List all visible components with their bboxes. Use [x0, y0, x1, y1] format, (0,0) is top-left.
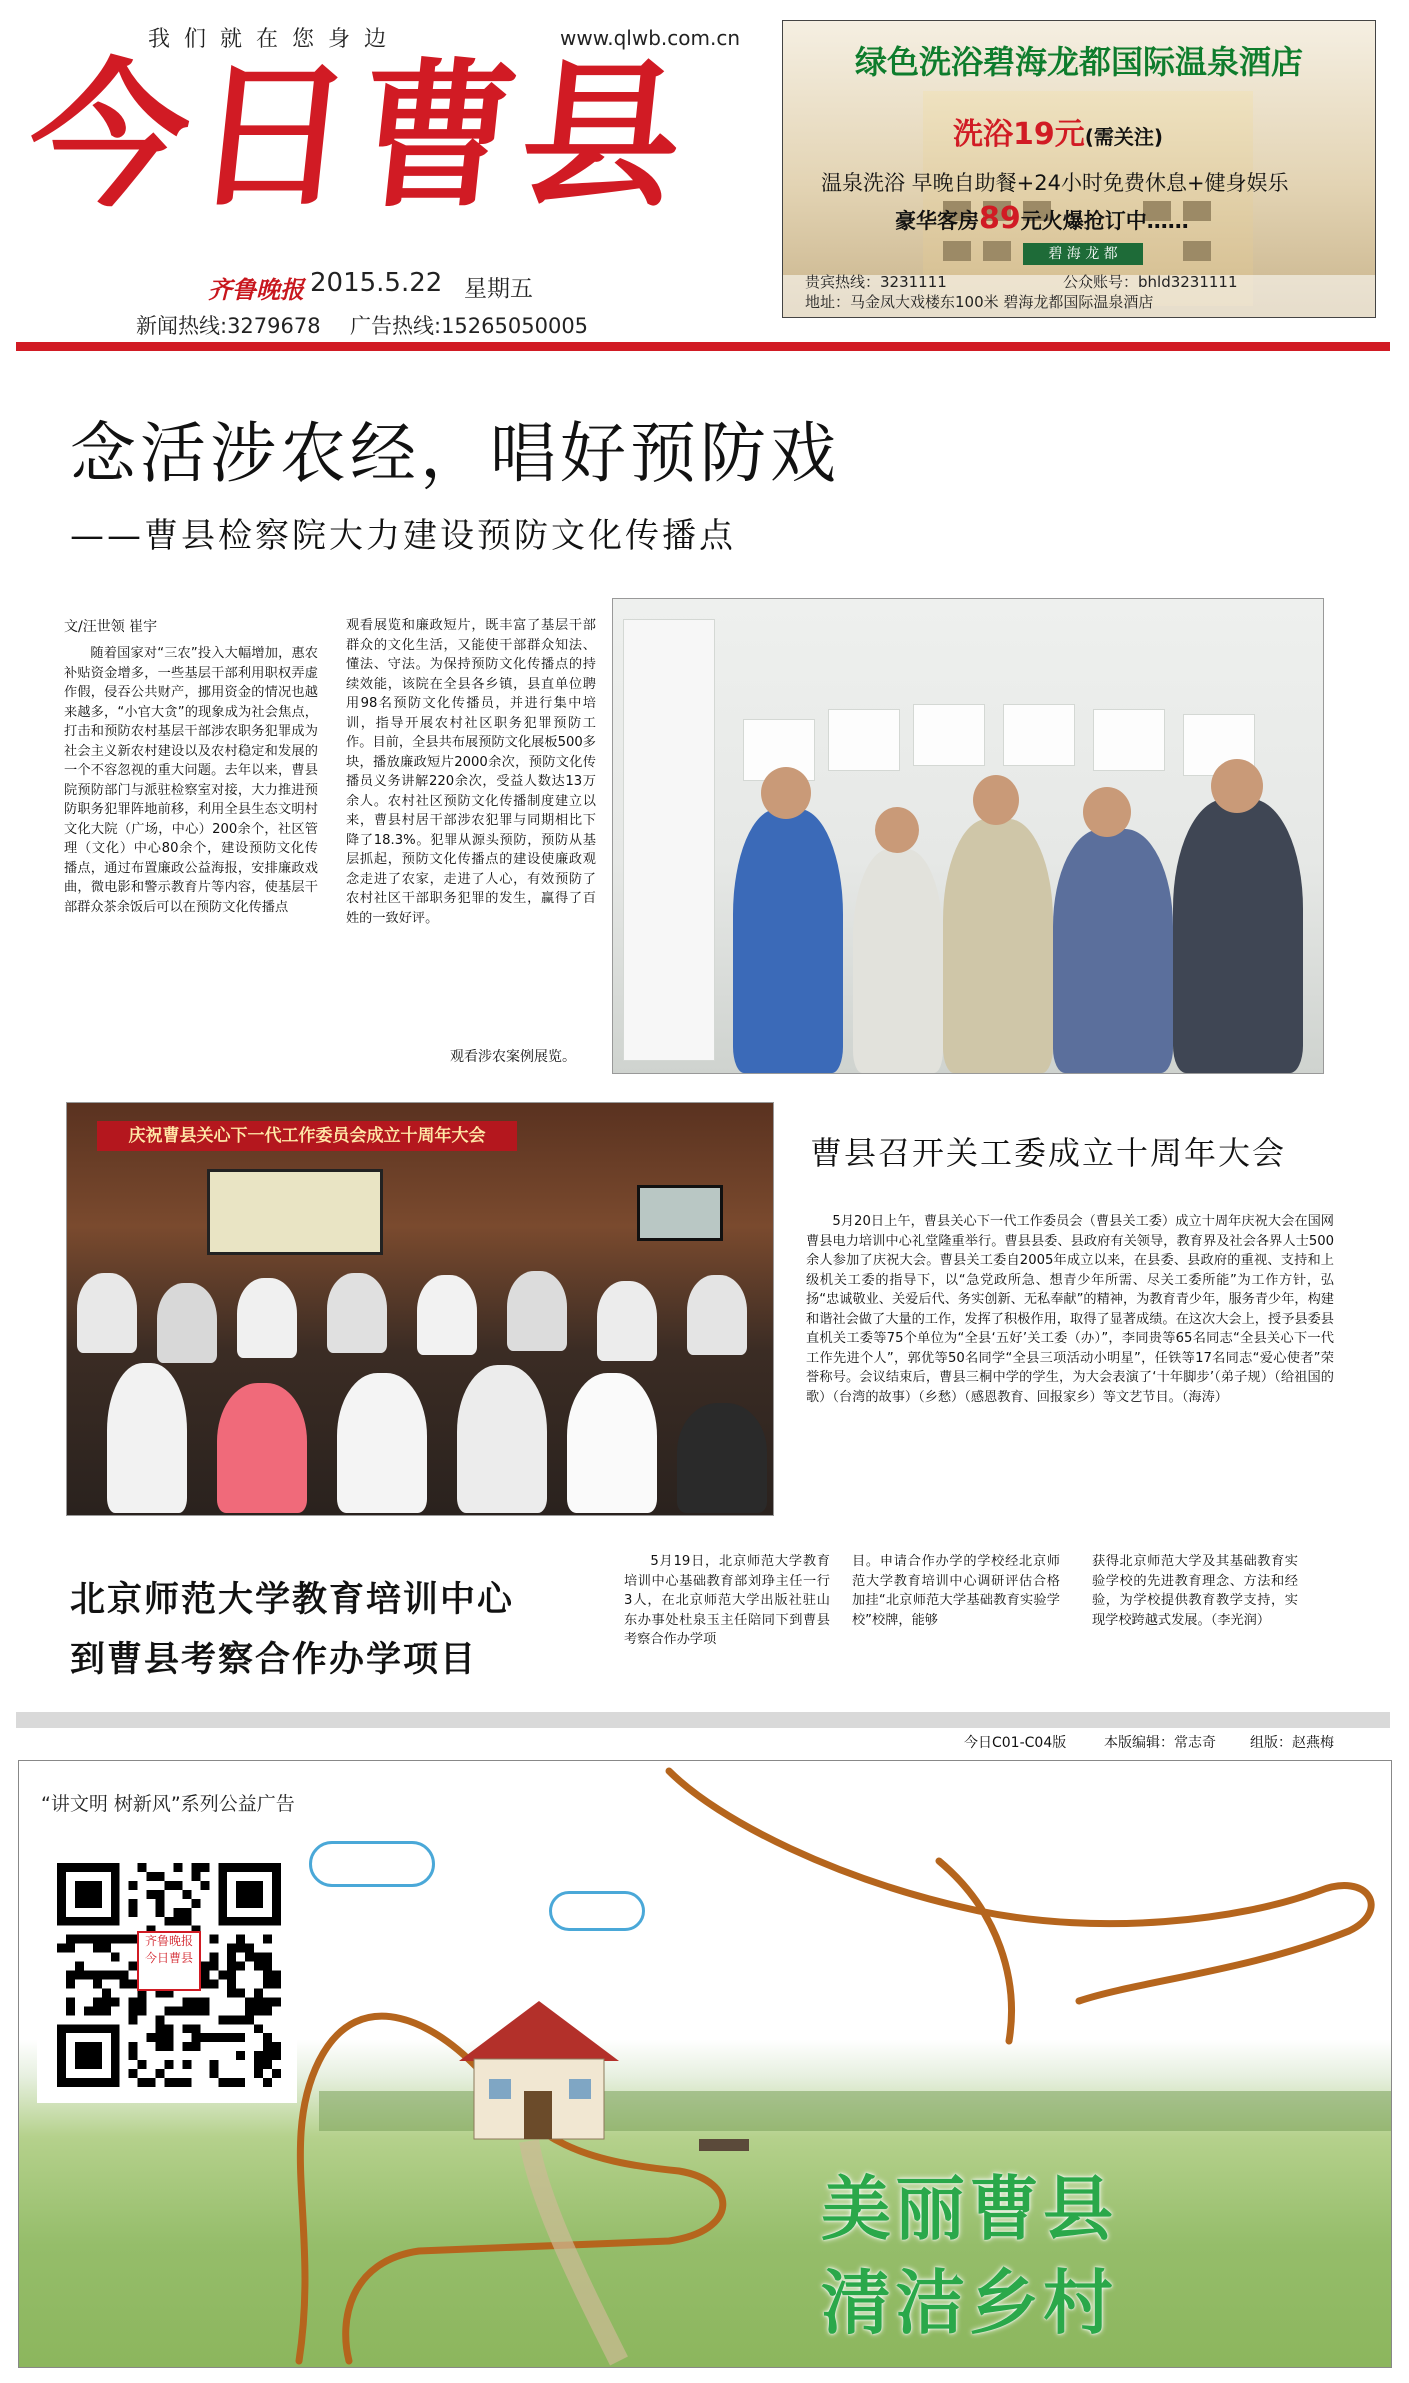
issue-weekday: 星期五: [464, 276, 533, 302]
public-service-ad[interactable]: [18, 1760, 1392, 2368]
visitor-figure: [853, 849, 943, 1073]
psa-slogan-line-1: 美丽曹县: [821, 2168, 1117, 2250]
lead-byline: 文/汪世领 崔宇: [64, 619, 158, 635]
visitor-figure: [1173, 799, 1303, 1073]
finger-outline: [939, 1861, 1011, 2041]
story3-headline-line-1[interactable]: 北京师范大学教育培训中心: [70, 1580, 515, 1620]
hotel-ad-wechat: 公众账号：bhld3231111: [1063, 273, 1238, 291]
audience-member: [337, 1373, 427, 1513]
hotel-ad-rooms-price: 89: [979, 201, 1021, 236]
cloud-shape: [549, 1891, 645, 1931]
story3-body-column-2: 目。申请合作办学的学校经北京师范大学教育培训中心调研评估合格加挂“北京师范大学基础教育实验学校”校牌，能够: [852, 1554, 1060, 1628]
audience-member: [507, 1271, 567, 1351]
audience-member: [237, 1278, 297, 1358]
hotel-ad-services: 温泉洗浴 早晚自助餐+24小时免费休息+健身娱乐: [821, 171, 1289, 195]
issue-date: 2015.5.22: [310, 268, 443, 298]
visitor-head: [1211, 759, 1263, 813]
house-illustration: [459, 2001, 619, 2139]
story2-headline[interactable]: 曹县召开关工委成立十周年大会: [810, 1134, 1287, 1172]
lead-body-column-1: 随着国家对“三农”投入大幅增加，惠农补贴资金增多，一些基层干部利用职权弄虚作假，侵吞公共财产，挪用资金的情况也越来越多，“小官大贪”的现象成为社会焦点，打击和预防农村基层干部涉农职务犯罪成为社会主义新农村建设以及农村稳定和发展的一个不容忽视的重大问题。去年以来，曹县院预防部门与派驻检察室对接，大力推进预防职务犯罪阵地前移，利用全县生态文明村文化大院（广场，中心）200余个，社区管理（文化）中心80余个，建设预防文化传播点，通过布置廉政公益海报，安排廉政戏曲，微电影和警示教育片等内容，使基层干部群众茶余饭后可以在预防文化传播点: [64, 646, 318, 915]
house-roof: [459, 2001, 619, 2061]
audience-member: [327, 1273, 387, 1353]
page-range: 今日C01-C04版: [964, 1735, 1067, 1751]
prosecutor-figure: [733, 809, 843, 1073]
hotel-ad-title: 绿色洗浴碧海龙都国际温泉酒店: [854, 43, 1303, 81]
prosecutor-head: [761, 767, 811, 819]
lead-subheadline: ——曹县检察院大力建设预防文化传播点: [70, 516, 736, 556]
conference-projection-screen: [207, 1169, 383, 1255]
parent-paper-logo: 齐鲁晚报: [208, 276, 304, 304]
visitor-head: [973, 775, 1019, 825]
paper-nameplate: 今日曹县: [20, 45, 696, 229]
house-window: [489, 2079, 511, 2099]
conference-photo[interactable]: [66, 1102, 774, 1516]
visitor-head: [1083, 787, 1131, 837]
qr-badge: [137, 1931, 201, 1991]
news-hotline: 新闻热线:3279678: [136, 314, 321, 338]
exhibit-board: [1003, 704, 1075, 766]
masthead-divider: [16, 342, 1390, 351]
exhibit-wall-board: [623, 619, 715, 1061]
house-door: [524, 2091, 552, 2139]
story3-headline-line-2[interactable]: 到曹县考察合作办学项目: [70, 1640, 478, 1680]
audience-member: [457, 1365, 547, 1513]
psa-slogan-line-2: 清洁乡村: [821, 2262, 1117, 2344]
exhibit-photo[interactable]: [612, 598, 1324, 1074]
lead-photo-caption: 观看涉农案例展览。: [450, 1049, 576, 1065]
audience-member: [217, 1383, 307, 1513]
hotel-ad-address: 地址：马金凤大戏楼东100米 碧海龙都国际温泉酒店: [805, 293, 1154, 311]
hotel-ad-rooms-suffix: 元火爆抢订中……: [1020, 209, 1189, 233]
exhibit-board: [1093, 709, 1165, 771]
qr-badge-line-1: 齐鲁晚报: [144, 1934, 193, 1948]
story3-body-column-3: 获得北京师范大学及其基础教育实验学校的先进教育理念、方法和经验，为学校提供教育教学支持，实现学校跨越式发展。（李光润）: [1092, 1554, 1298, 1628]
visitor-figure: [943, 819, 1053, 1073]
hotel-ad-price-label: 洗浴19元: [953, 117, 1085, 152]
story3-body-column-1: 5月19日，北京师范大学教育培训中心基础教育部刘琤主任一行3人，在北京师范大学出版社驻山东办事处杜泉玉主任陪同下到曹县考察合作办学项: [624, 1554, 830, 1647]
hotel-ad-price: [953, 109, 1163, 153]
psa-series-title: “讲文明 树新风”系列公益广告: [41, 1793, 295, 1815]
hotel-ad-price-note: (需关注): [1084, 125, 1164, 149]
audience-member: [157, 1283, 217, 1363]
hand-outline-right: [669, 1771, 1371, 2001]
footer-divider: [16, 1712, 1390, 1728]
exhibit-board: [828, 709, 900, 771]
conference-tv-screen: [637, 1185, 723, 1241]
audience-member: [687, 1275, 747, 1355]
lead-headline[interactable]: 念活涉农经，唱好预防戏: [70, 415, 840, 492]
hotel-signboard: 碧 海 龙 都: [1023, 243, 1143, 265]
masthead-url[interactable]: www.qlwb.com.cn: [560, 26, 740, 50]
lead-body-column-2: 观看展览和廉政短片，既丰富了基层干部群众的文化生活，又能使干部群众知法、懂法、守法。为保持预防文化传播点的持续效能，该院在全县各乡镇，县直单位聘用98名预防文化传播员，并进行集中培训，指导开展农村社区职务犯罪预防工作。目前，全县共布展预防文化展板500多块，播放廉政短片2000余次，预防文化传播员义务讲解220余次，受益人数达13万余人。农村社区预防文化传播制度建立以来，曹县村居干部涉农犯罪与同期相比下降了18.3%。犯罪从源头预防，预防从基层抓起，预防文化传播点的建设使廉政观念走进了农家，走进了人心，有效预防了农村社区干部职务犯罪的发生，赢得了百姓的一致好评。: [346, 618, 596, 926]
hotel-ad-rooms-prefix: 豪华客房: [895, 209, 979, 233]
hotel-advertisement[interactable]: [782, 20, 1376, 318]
garden-path: [529, 2141, 619, 2361]
masthead-slogan: 我们就在您身边: [148, 27, 401, 52]
conference-banner: 庆祝曹县关心下一代工作委员会成立十周年大会: [97, 1121, 517, 1151]
exhibit-board: [913, 704, 985, 766]
audience-member: [417, 1275, 477, 1355]
audience-member: [77, 1273, 137, 1353]
hotel-ad-phone: 贵宾热线：3231111: [805, 273, 947, 291]
house-window: [569, 2079, 591, 2099]
park-bench: [699, 2139, 749, 2151]
layout-editor: 组版：赵燕梅: [1250, 1735, 1334, 1751]
audience-member: [567, 1373, 657, 1513]
visitor-figure: [1053, 829, 1173, 1073]
audience-member: [677, 1403, 767, 1513]
story2-body: 5月20日上午，曹县关心下一代工作委员会（曹县关工委）成立十周年庆祝大会在国网曹县电力培训中心礼堂隆重举行。曹县县委、县政府有关领导，教育界及社会各界人士500余人参加了庆祝大会。曹县关工委自2005年成立以来，在县委、县政府的重视、支持和上级机关工委的指导下，以“急党政所急、想青少年所需、尽关工委所能”为工作方针，弘扬“忠诚敬业、关爱后代、务实创新、无私奉献”的精神，为教育青少年，服务青少年，构建和谐社会做了大量的工作，发挥了积极作用，取得了显著成绩。在这次大会上，授予县委县直机关工委等75个单位为“全县‘五好’关工委（办）”，李同贵等65名同志“全县关心下一代工作先进个人”，郭优等50名同学“全县三项活动小明星”，任铁等17名同志“爱心使者”荣誉称号。会议结束后，曹县三桐中学的学生，为大会表演了‘十年脚步’（弟子规）（给祖国的歌）（台湾的故事）（乡愁）（感恩教育、回报家乡）等文艺节目。（海涛）: [806, 1214, 1334, 1405]
page-editor: 本版编辑：常志奇: [1104, 1735, 1216, 1751]
audience-member: [107, 1363, 187, 1513]
visitor-head: [875, 807, 919, 853]
cloud-shape: [309, 1841, 435, 1887]
audience-member: [597, 1281, 657, 1361]
qr-badge-line-2: 今日曹县: [144, 1951, 193, 1965]
ad-hotline: 广告热线:15265050005: [350, 314, 589, 338]
qr-panel: [37, 1845, 297, 2103]
hotel-ad-rooms: [895, 201, 1189, 236]
